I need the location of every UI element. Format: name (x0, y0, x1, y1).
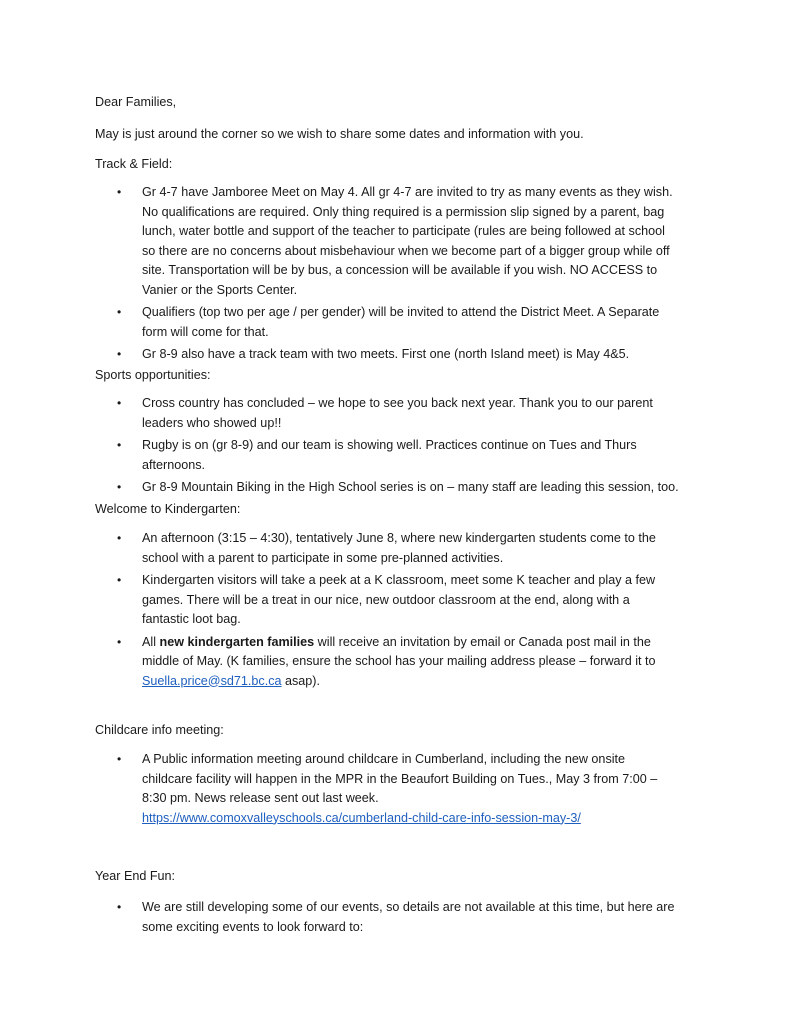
text-line: site. Transportation will be by bus, a concession will be available if you wish. NO ACCESS to (142, 263, 658, 277)
text-line: middle of May. (K families, ensure the school has your mailing address please – forward it to (142, 654, 656, 668)
text-line: Gr 4-7 have Jamboree Meet on May 4. All gr 4-7 are invited to try as many events as they wish. (142, 185, 673, 199)
kindergarten-heading: Welcome to Kindergarten: (95, 502, 241, 516)
text-line: form will come for that. (142, 324, 269, 339)
list-item (117, 898, 717, 937)
childcare-heading: Childcare info meeting: (95, 723, 224, 737)
text-line: Gr 8-9 also have a track team with two meets. First one (north Island meet) is May 4&5. (142, 347, 630, 361)
bullet-icon: • (117, 531, 122, 545)
text-line: childcare facility will happen in the MPR in the Beaufort Building on Tues., May 3 from 7:00 – (142, 771, 658, 786)
bullet-icon: • (117, 347, 122, 361)
year-end-list (117, 898, 717, 940)
sports-heading: Sports opportunities: (95, 368, 211, 382)
text-line: No qualifications are required. Only thing required is a permission slip signed by a parent, bag (142, 204, 665, 219)
list-item (117, 303, 717, 342)
list-item (117, 183, 717, 300)
info-session-link[interactable]: https://www.comoxvalleyschools.ca/cumberland-child-care-info-session-may-3/ (142, 810, 581, 825)
list-item (117, 345, 717, 365)
text-line: school with a parent to participate in some pre-planned activities. (142, 550, 504, 565)
greeting: Dear Families, (95, 95, 177, 109)
text-line: Gr 8-9 Mountain Biking in the High School series is on – many staff are leading this session, too. (142, 480, 679, 494)
email-link[interactable]: Suella.price@sd71.bc.ca (142, 673, 282, 688)
list-item (117, 394, 717, 433)
text-line: Kindergarten visitors will take a peek at a K classroom, meet some K teacher and play a few (142, 573, 656, 587)
kindergarten-list (117, 529, 717, 694)
text-line: fantastic loot bag. (142, 612, 241, 626)
text-line (142, 809, 717, 829)
text-line (142, 633, 717, 653)
bold-text: new kindergarten families (159, 634, 315, 649)
track-field-list (117, 183, 717, 368)
text-line: lunch, water bottle and support of the teacher to participate (rules are being followed at school (142, 224, 665, 238)
text-line: A Public information meeting around childcare in Cumberland, including the new onsite (142, 752, 626, 766)
childcare-list (117, 750, 717, 831)
list-item (117, 436, 717, 475)
list-item (117, 750, 717, 828)
text-line: Qualifiers (top two per age / per gender) will be invited to attend the District Meet. A Separate (142, 305, 660, 319)
bullet-icon: • (117, 634, 122, 649)
text-line: games. There will be a treat in our nice, new outdoor classroom at the end, along with a (142, 592, 630, 607)
list-item (117, 571, 717, 630)
text-run: asap). (281, 673, 321, 688)
year-end-heading: Year End Fun: (95, 869, 176, 883)
intro-paragraph: May is just around the corner so we wish to share some dates and information with you. (95, 127, 584, 141)
text-run: All (142, 634, 160, 649)
text-line: Rugby is on (gr 8-9) and our team is showing well. Practices continue on Tues and Thurs (142, 438, 637, 452)
text-line: leaders who showed up!! (142, 415, 282, 430)
bullet-icon: • (117, 396, 122, 410)
bullet-icon: • (117, 573, 122, 587)
bullet-icon: • (117, 480, 122, 494)
list-item (117, 633, 717, 692)
list-item (117, 529, 717, 568)
text-line: Vanier or the Sports Center. (142, 282, 298, 297)
text-line: so there are no concerns about misbehaviour when we become part of a bigger group while off (142, 243, 670, 258)
text-line: We are still developing some of our events, so details are not available at this time, but here are (142, 900, 675, 914)
text-line: Cross country has concluded – we hope to see you back next year. Thank you to our parent (142, 396, 653, 410)
bullet-icon: • (117, 185, 122, 199)
text-run: will receive an invitation by email or Canada post mail in the (314, 634, 651, 649)
text-line: An afternoon (3:15 – 4:30), tentatively June 8, where new kindergarten students come to the (142, 531, 656, 545)
text-line: some exciting events to look forward to: (142, 919, 364, 934)
bullet-icon: • (117, 752, 122, 766)
text-line: afternoons. (142, 457, 206, 472)
bullet-icon: • (117, 305, 122, 319)
text-line: 8:30 pm. News release sent out last week. (142, 791, 379, 805)
list-item (117, 478, 717, 498)
track-field-heading: Track & Field: (95, 157, 173, 171)
sports-list (117, 394, 717, 501)
bullet-icon: • (117, 438, 122, 452)
text-line (142, 672, 717, 692)
bullet-icon: • (117, 900, 122, 914)
